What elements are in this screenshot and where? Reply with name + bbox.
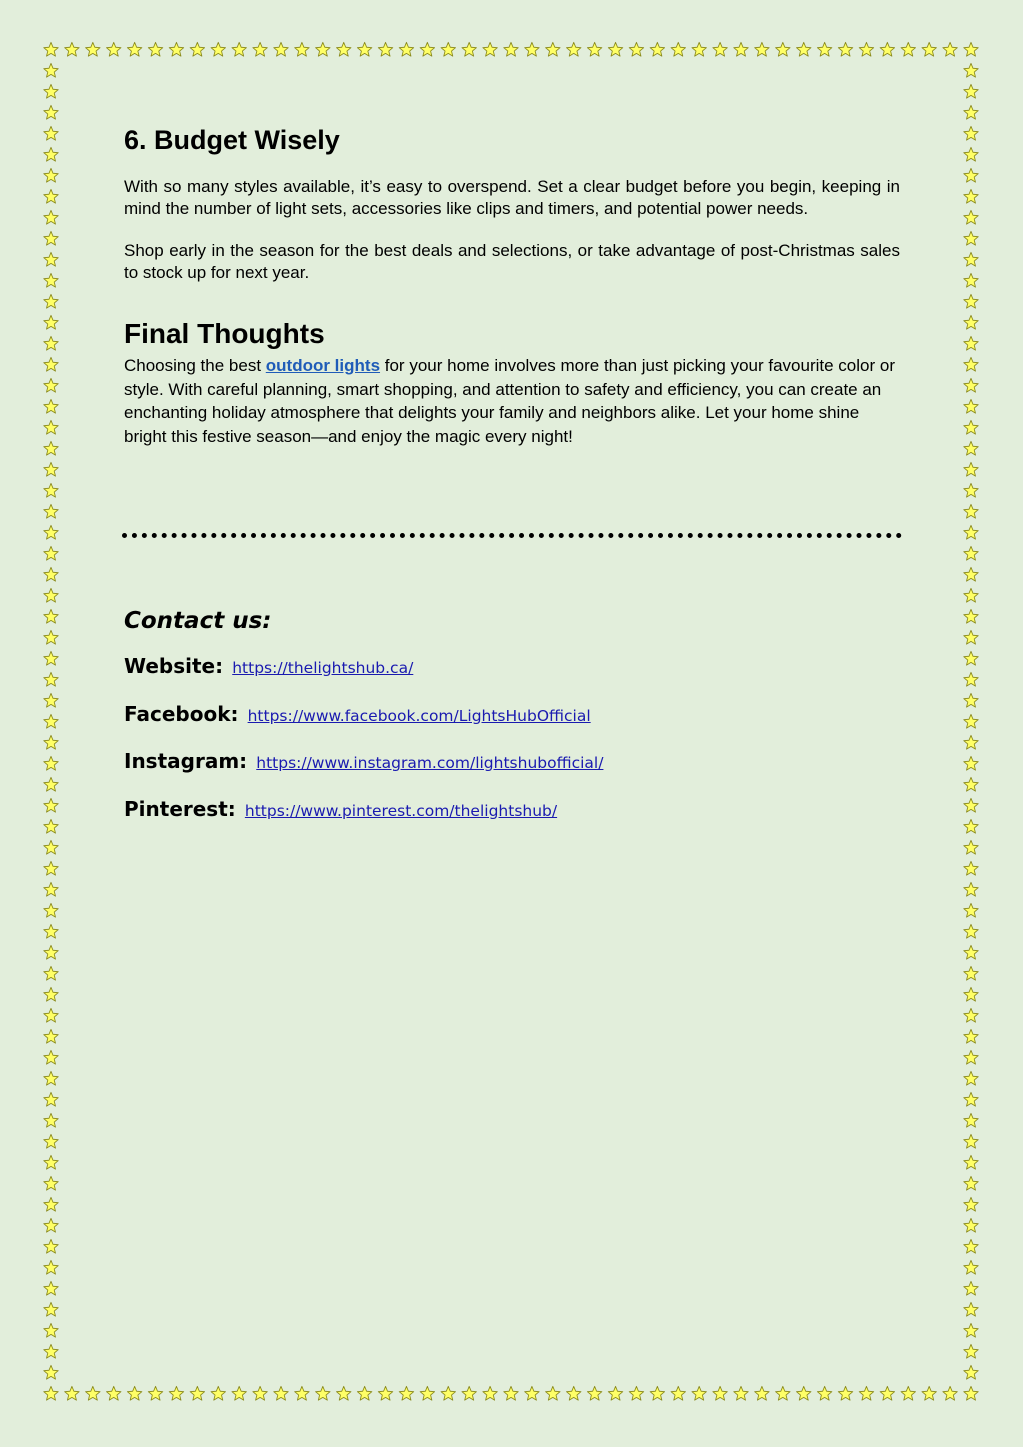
star-icon — [462, 42, 476, 56]
star-icon — [44, 105, 58, 119]
star-icon — [964, 693, 978, 707]
star-icon — [86, 1386, 100, 1400]
star-icon — [295, 1386, 309, 1400]
star-icon — [399, 42, 413, 56]
star-icon — [692, 1386, 706, 1400]
star-icon — [797, 42, 811, 56]
star-icon — [44, 483, 58, 497]
star-icon — [650, 1386, 664, 1400]
star-icon — [880, 1386, 894, 1400]
star-icon — [295, 42, 309, 56]
star-icon — [964, 1134, 978, 1148]
star-icon — [838, 1386, 852, 1400]
star-icon — [44, 462, 58, 476]
star-icon — [44, 525, 58, 539]
star-icon — [44, 966, 58, 980]
star-icon — [880, 42, 894, 56]
star-icon — [964, 462, 978, 476]
star-icon — [964, 714, 978, 728]
contact-section — [124, 604, 900, 828]
star-icon — [964, 567, 978, 581]
final-thoughts-paragraph — [124, 354, 900, 448]
star-icon — [587, 1386, 601, 1400]
star-icon — [44, 1323, 58, 1337]
pinterest-link[interactable]: https://www.pinterest.com/thelightshub/ — [244, 801, 558, 820]
star-icon — [232, 1386, 246, 1400]
star-icon — [44, 126, 58, 140]
star-icon — [964, 1260, 978, 1274]
final-text-after-link: for your home involves more than just picking your favourite color or style. With careful planning, smart shopping, and attention to safety and efficiency, you can create an enchanting holiday atmosphere that delights your family and neighbors alike. Let your home shine bright this festive season—and enjoy the magic every night! — [124, 356, 895, 446]
star-icon — [44, 861, 58, 875]
star-icon — [964, 63, 978, 77]
star-icon — [420, 1386, 434, 1400]
star-icon — [608, 42, 622, 56]
star-icon — [190, 42, 204, 56]
star-icon — [44, 693, 58, 707]
budget-heading: 6. Budget Wisely — [124, 125, 340, 155]
star-icon — [964, 315, 978, 329]
star-icon — [943, 1386, 957, 1400]
star-icon — [483, 1386, 497, 1400]
star-icon — [378, 42, 392, 56]
budget-paragraph-2: Shop early in the season for the best deals and selections, or take advantage of post-Christmas sales to stock up for next year. — [124, 241, 900, 282]
star-icon — [253, 42, 267, 56]
star-icon — [964, 966, 978, 980]
star-icon — [65, 42, 79, 56]
star-icon — [964, 1008, 978, 1022]
star-icon — [211, 42, 225, 56]
star-icon — [44, 210, 58, 224]
star-icon — [964, 777, 978, 791]
star-icon — [964, 546, 978, 560]
star-icon — [964, 903, 978, 917]
star-icon — [964, 1197, 978, 1211]
star-icon — [44, 252, 58, 266]
star-icon — [44, 546, 58, 560]
star-icon — [107, 42, 121, 56]
star-icon — [964, 798, 978, 812]
star-icon — [44, 924, 58, 938]
star-icon — [525, 1386, 539, 1400]
star-icon — [587, 42, 601, 56]
star-icon — [629, 1386, 643, 1400]
star-icon — [671, 1386, 685, 1400]
star-icon — [755, 42, 769, 56]
star-icon — [964, 588, 978, 602]
star-icon — [692, 42, 706, 56]
star-icon — [964, 1323, 978, 1337]
star-icon — [44, 504, 58, 518]
star-icon — [567, 1386, 581, 1400]
star-icon — [713, 1386, 727, 1400]
star-icon — [964, 630, 978, 644]
star-icon — [964, 357, 978, 371]
star-icon — [107, 1386, 121, 1400]
star-icon — [964, 1386, 978, 1400]
star-icon — [901, 1386, 915, 1400]
star-icon — [964, 483, 978, 497]
star-icon — [964, 987, 978, 1001]
star-icon — [44, 84, 58, 98]
website-label: Website: — [124, 654, 224, 678]
star-icon — [44, 651, 58, 665]
star-icon — [44, 1050, 58, 1064]
star-icon — [44, 1155, 58, 1169]
star-icon — [964, 147, 978, 161]
facebook-link[interactable]: https://www.facebook.com/LightsHubOfficial — [247, 706, 591, 725]
star-icon — [525, 42, 539, 56]
star-icon — [964, 105, 978, 119]
star-icon — [817, 42, 831, 56]
star-icon — [964, 210, 978, 224]
star-icon — [44, 714, 58, 728]
star-icon — [44, 1134, 58, 1148]
star-icon — [964, 1050, 978, 1064]
star-icon — [44, 336, 58, 350]
star-icon — [964, 945, 978, 959]
star-icon — [441, 1386, 455, 1400]
star-icon — [776, 1386, 790, 1400]
star-icon — [964, 1155, 978, 1169]
star-icon — [964, 378, 978, 392]
star-icon — [378, 1386, 392, 1400]
star-icon — [671, 42, 685, 56]
star-icon — [734, 42, 748, 56]
contact-row-facebook — [124, 698, 900, 734]
star-icon — [964, 294, 978, 308]
facebook-label: Facebook: — [124, 701, 239, 726]
star-icon — [44, 840, 58, 854]
star-icon — [964, 1302, 978, 1316]
star-icon — [44, 1029, 58, 1043]
star-icon — [44, 588, 58, 602]
star-icon — [629, 42, 643, 56]
star-icon — [964, 1113, 978, 1127]
star-icon — [44, 567, 58, 581]
star-icon — [964, 735, 978, 749]
star-icon — [44, 987, 58, 1001]
star-icon — [608, 1386, 622, 1400]
star-icon — [964, 525, 978, 539]
star-icon — [44, 231, 58, 245]
star-icon — [44, 1113, 58, 1127]
contact-row-website — [124, 650, 900, 686]
star-icon — [44, 294, 58, 308]
star-icon — [44, 273, 58, 287]
star-icon — [44, 168, 58, 182]
star-icon — [65, 1386, 79, 1400]
star-icon — [943, 42, 957, 56]
star-icon — [964, 924, 978, 938]
star-icon — [169, 1386, 183, 1400]
star-icon — [797, 1386, 811, 1400]
star-icon — [357, 1386, 371, 1400]
instagram-label: Instagram: — [124, 749, 248, 773]
star-icon — [441, 42, 455, 56]
instagram-link[interactable]: https://www.instagram.com/lightshubofficial/ — [256, 754, 604, 772]
star-icon — [169, 42, 183, 56]
star-icon — [44, 1197, 58, 1211]
star-icon — [420, 42, 434, 56]
star-icon — [44, 777, 58, 791]
star-icon — [964, 861, 978, 875]
star-icon — [337, 1386, 351, 1400]
star-icon — [964, 168, 978, 182]
star-icon — [922, 1386, 936, 1400]
star-icon — [504, 42, 518, 56]
star-icon — [44, 1092, 58, 1106]
star-icon — [44, 1176, 58, 1190]
star-icon — [776, 42, 790, 56]
star-icon — [964, 504, 978, 518]
star-icon — [964, 1176, 978, 1190]
final-thoughts-heading: Final Thoughts — [124, 318, 325, 349]
star-icon — [86, 42, 100, 56]
star-icon — [44, 1071, 58, 1085]
star-icon — [274, 1386, 288, 1400]
star-icon — [211, 1386, 225, 1400]
star-icon — [44, 1386, 58, 1400]
star-icon — [504, 1386, 518, 1400]
star-icon — [964, 399, 978, 413]
star-icon — [922, 42, 936, 56]
star-icon — [964, 1344, 978, 1358]
star-icon — [44, 945, 58, 959]
main-content — [124, 118, 900, 448]
star-icon — [44, 189, 58, 203]
star-icon — [232, 42, 246, 56]
star-icon — [44, 1302, 58, 1316]
star-icon — [964, 252, 978, 266]
star-icon — [44, 609, 58, 623]
star-icon — [44, 630, 58, 644]
star-icon — [462, 1386, 476, 1400]
star-icon — [567, 42, 581, 56]
star-icon — [44, 441, 58, 455]
star-icon — [964, 441, 978, 455]
star-icon — [44, 798, 58, 812]
outdoor-lights-link[interactable]: outdoor lights — [265, 356, 381, 375]
star-icon — [44, 735, 58, 749]
star-icon — [964, 651, 978, 665]
star-icon — [964, 126, 978, 140]
star-icon — [274, 42, 288, 56]
star-icon — [964, 1365, 978, 1379]
budget-paragraph-1: With so many styles available, it’s easy to overspend. Set a clear budget before you begin, keeping in mind the number of light sets, accessories like clips and timers, and potential power needs. — [124, 177, 900, 218]
star-icon — [964, 1071, 978, 1085]
star-icon — [337, 42, 351, 56]
star-icon — [44, 147, 58, 161]
star-icon — [44, 1260, 58, 1274]
star-icon — [964, 273, 978, 287]
star-icon — [44, 357, 58, 371]
star-icon — [964, 819, 978, 833]
star-icon — [546, 42, 560, 56]
star-icon — [44, 399, 58, 413]
star-icon — [44, 882, 58, 896]
star-icon — [44, 903, 58, 917]
star-icon — [316, 42, 330, 56]
website-link[interactable]: https://thelightshub.ca/ — [232, 659, 414, 677]
star-icon — [44, 63, 58, 77]
star-icon — [964, 672, 978, 686]
star-icon — [44, 378, 58, 392]
star-icon — [44, 42, 58, 56]
star-icon — [713, 42, 727, 56]
star-icon — [734, 1386, 748, 1400]
star-icon — [148, 1386, 162, 1400]
star-icon — [817, 1386, 831, 1400]
star-icon — [964, 1239, 978, 1253]
star-icon — [964, 756, 978, 770]
contact-row-pinterest — [124, 793, 900, 829]
star-icon — [964, 609, 978, 623]
star-icon — [253, 1386, 267, 1400]
star-icon — [964, 1092, 978, 1106]
star-icon — [964, 42, 978, 56]
star-icon — [148, 42, 162, 56]
star-icon — [964, 189, 978, 203]
star-icon — [357, 42, 371, 56]
star-icon — [127, 1386, 141, 1400]
star-icon — [399, 1386, 413, 1400]
star-icon — [190, 1386, 204, 1400]
star-icon — [483, 42, 497, 56]
star-icon — [901, 42, 915, 56]
star-icon — [44, 819, 58, 833]
pinterest-label: Pinterest: — [124, 796, 236, 821]
contact-heading: Contact us: — [124, 608, 272, 634]
star-icon — [964, 1029, 978, 1043]
star-icon — [44, 1365, 58, 1379]
star-icon — [44, 1239, 58, 1253]
star-icon — [859, 42, 873, 56]
star-icon — [44, 1218, 58, 1232]
star-icon — [44, 756, 58, 770]
star-icon — [650, 42, 664, 56]
final-text-before-link: Choosing the best — [124, 356, 266, 375]
star-icon — [44, 420, 58, 434]
star-icon — [964, 882, 978, 896]
star-icon — [44, 672, 58, 686]
dotted-divider — [122, 533, 902, 538]
star-icon — [964, 840, 978, 854]
star-icon — [546, 1386, 560, 1400]
star-icon — [859, 1386, 873, 1400]
star-icon — [964, 84, 978, 98]
star-icon — [44, 1281, 58, 1295]
star-icon — [755, 1386, 769, 1400]
star-icon — [44, 1344, 58, 1358]
star-icon — [964, 336, 978, 350]
star-icon — [964, 231, 978, 245]
star-icon — [964, 1218, 978, 1232]
star-icon — [44, 315, 58, 329]
star-icon — [964, 420, 978, 434]
star-icon — [127, 42, 141, 56]
star-icon — [316, 1386, 330, 1400]
star-icon — [44, 1008, 58, 1022]
star-icon — [838, 42, 852, 56]
star-icon — [964, 1281, 978, 1295]
contact-row-instagram — [124, 745, 900, 781]
